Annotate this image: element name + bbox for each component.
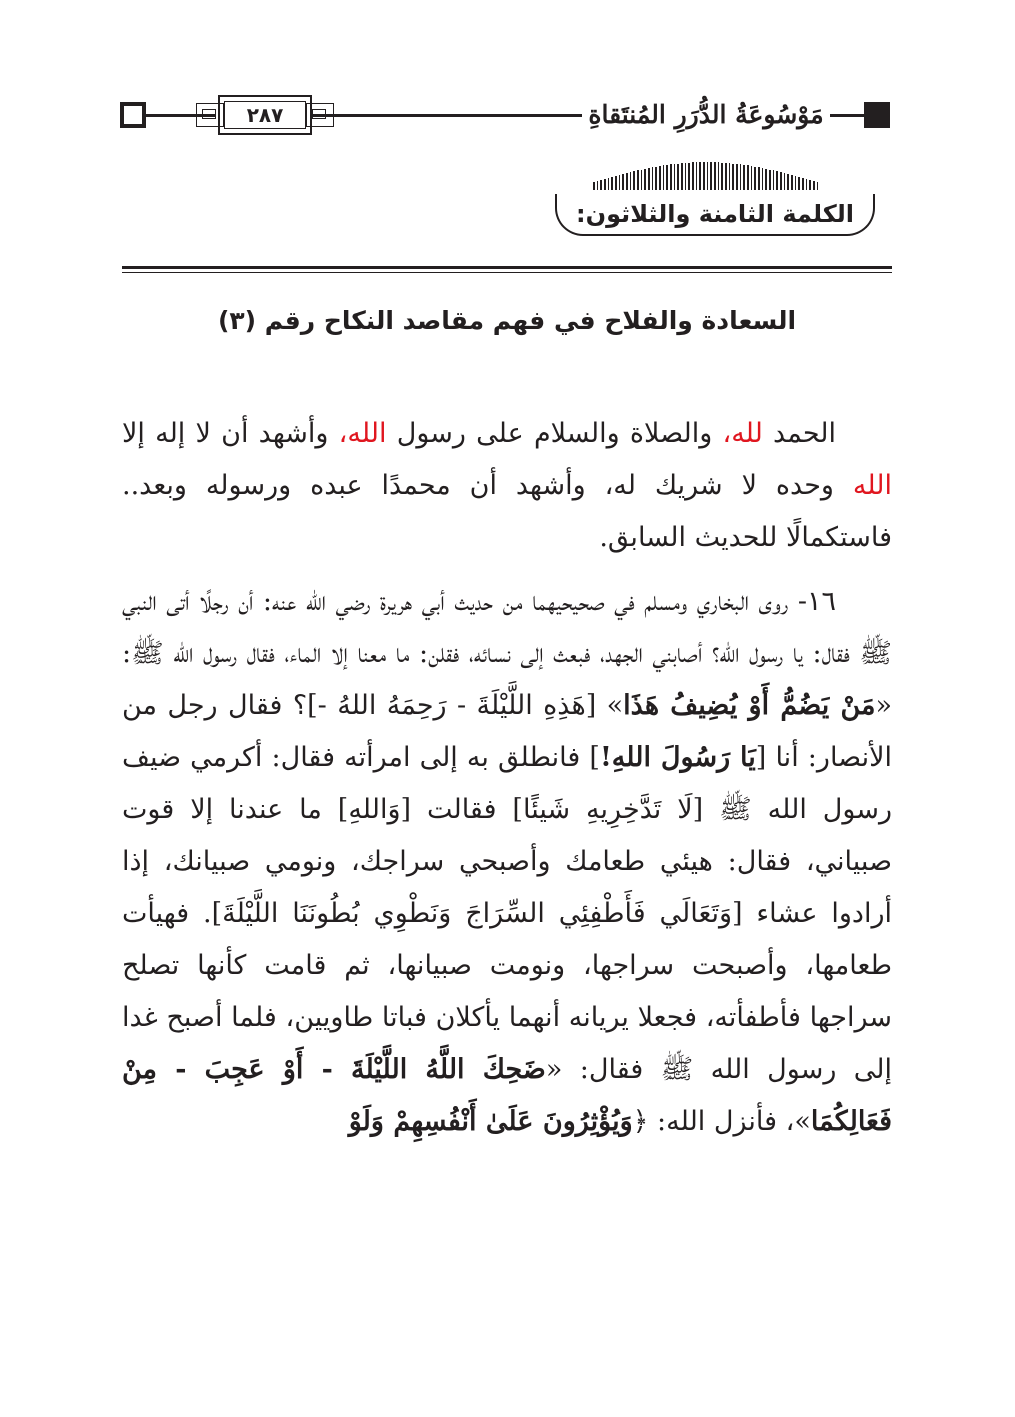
text-run: الحمد (762, 418, 836, 449)
header-divider-thin (122, 272, 892, 273)
body-text (122, 408, 892, 1148)
header-rule-right (828, 114, 868, 117)
barcode-bar (622, 174, 624, 190)
barcode-bar (670, 164, 672, 190)
barcode-bar (758, 167, 760, 190)
barcode-bar (729, 163, 730, 190)
hadith-quote: مَنْ يَضُمُّ أَوْ يُضِيفُ هَذَا (623, 690, 876, 721)
barcode-bar (817, 182, 818, 190)
book-title: مَوْسُوعَةُ الدُّرَرِ المُنتَقاةِ (588, 99, 824, 129)
barcode-bar (795, 176, 796, 190)
barcode-bar (608, 178, 609, 190)
text-run: »، فأنزل الله: ﴿ (632, 1106, 811, 1137)
barcode-bar (652, 167, 653, 190)
hadith-quote: يَا رَسُولَ اللهِ! (599, 742, 756, 773)
paragraph-hadith (122, 576, 892, 1148)
barcode-bar (641, 170, 642, 190)
barcode-bar (762, 168, 763, 190)
page-number-frame (190, 95, 340, 135)
text-run: وحده لا شريك له، وأشهد أن محمدًا عبده ورسوله وبعد.. فاستكمالًا للحديث السابق. (122, 470, 892, 553)
barcode-bar (736, 164, 738, 190)
barcode-bar (747, 165, 749, 190)
barcode-bar (644, 169, 646, 190)
barcode-bar (791, 175, 793, 190)
highlight-run: الله، (338, 418, 387, 449)
barcode-bar (784, 173, 785, 190)
barcode-bar (780, 172, 782, 190)
barcode-bar (659, 166, 661, 190)
barcode-bar (776, 171, 778, 190)
barcode-bar (798, 177, 800, 190)
barcode-bar (685, 163, 686, 190)
barcode-bar (802, 178, 804, 190)
barcode-bar (674, 164, 675, 190)
barcode-bar (743, 165, 745, 190)
barcode-bar (688, 163, 690, 191)
header-divider-thick (122, 266, 892, 269)
barcode-bar (593, 182, 595, 190)
chapter-label-box (555, 194, 875, 236)
chapter-heading (555, 160, 875, 240)
running-header (120, 90, 890, 142)
barcode-bar (699, 162, 701, 190)
barcode-bar (765, 169, 767, 190)
barcode-bar (604, 179, 606, 190)
barcode-bar (751, 166, 752, 190)
text-run: وأشهد أن لا إله إلا (122, 418, 339, 449)
barcode-bar (666, 165, 668, 190)
barcode-bar (681, 163, 683, 190)
barcode-bar (714, 162, 716, 190)
page-number: ٢٨٧ (246, 103, 284, 127)
barcode-bar (740, 164, 741, 190)
quran-verse: وَيُؤْثِرُونَ عَلَىٰ أَنْفُسِهِمْ وَلَوْ (348, 1106, 633, 1137)
chapter-label: الكلمة الثامنة والثلاثون: (576, 200, 854, 228)
barcode-bar (710, 162, 712, 190)
barcode-bar (707, 162, 708, 190)
highlight-run: لله، (722, 418, 763, 449)
text-run: ] فانطلق به إلى امرأته فقال: أكرمي ضيف رسول الله ﷺ [لَا تَدَّخِرِيهِ شَيئًا] فقالت [وَاللهِ] ما عندنا إلا قوت صبياني، فقال: هيئي طعامك وأصبحي سراجك، ونومي صبيانك، إذا أرادوا عشاء [وَتَعَالَي فَأَطْفِئِي السِّرَاجَ وَنَطْوِي بُطُونَنَا اللَّيْلَةَ]. فهيأت طعامها، وأصبحت سراجها، ونومت صبيانها، ثم قامت كأنها تصلح سراجها فأطفأته، فجعلا يريانه أنهما يأكلان فباتا طاويين، فلما أصبح غدا إلى رسول الله ﷺ فقال: « (122, 742, 892, 1085)
barcode-bar (696, 162, 697, 190)
barcode-bar (813, 181, 815, 190)
barcode-bar (773, 170, 774, 190)
barcode-bar (630, 172, 631, 190)
barcode-bar (718, 162, 719, 190)
text-run: » [هَذِهِ اللَّيْلَةَ - رَحِمَهُ اللهُ -]؟ فقال رجل من الأنصار: أنا [ (122, 690, 893, 773)
barcode-bar (633, 171, 635, 190)
barcode-bar (611, 177, 613, 190)
barcode-bar (692, 162, 694, 190)
barcode-bar (809, 180, 811, 190)
barcode-bar (754, 167, 756, 190)
barcode-bar (769, 170, 771, 190)
page-number-box (224, 101, 306, 129)
header-square-open-icon (120, 102, 146, 128)
text-run: ١٦- روى البخاري ومسلم في صحيحيهما من حديث أبي هريرة رضي الله عنه: أن رجلًا أتى النبي ﷺ فقال: يا رسول الله؟ أصابني الجهد، فبعث إلى نسائه، فقلن: ما معنا إلا الماء، فقال رسول الله ﷺ: « (122, 586, 892, 721)
hadith-quote: ضَحِكَ اللَّهُ اللَّيْلَةَ - أَوْ عَجِبَ - مِنْ فَعَالِكُمَا (122, 1054, 892, 1137)
barcode-bar (655, 167, 657, 190)
barcode-bar (600, 180, 602, 190)
barcode-bar (597, 181, 598, 190)
barcode-bar (637, 170, 639, 190)
barcode-bar (703, 162, 705, 190)
barcode-bar (787, 174, 789, 190)
highlight-run: الله (852, 470, 892, 501)
barcode-decoration-icon (593, 160, 845, 190)
header-square-filled-icon (864, 102, 890, 128)
barcode-bar (725, 163, 727, 190)
barcode-bar (732, 164, 734, 191)
page-subtitle: السعادة والفلاح في فهم مقاصد النكاح رقم (٣) (217, 306, 797, 335)
barcode-bar (677, 164, 679, 191)
barcode-bar (663, 165, 664, 190)
barcode-bar (721, 163, 723, 191)
barcode-bar (615, 176, 617, 190)
header-rule-middle (312, 114, 584, 117)
barcode-bar (626, 173, 628, 190)
barcode-bar (619, 175, 620, 190)
barcode-bar (806, 179, 807, 190)
paragraph-intro (122, 408, 892, 564)
text-run: والصلاة والسلام على رسول (386, 418, 723, 449)
barcode-bar (648, 168, 650, 190)
book-title-calligraphy (582, 90, 830, 138)
